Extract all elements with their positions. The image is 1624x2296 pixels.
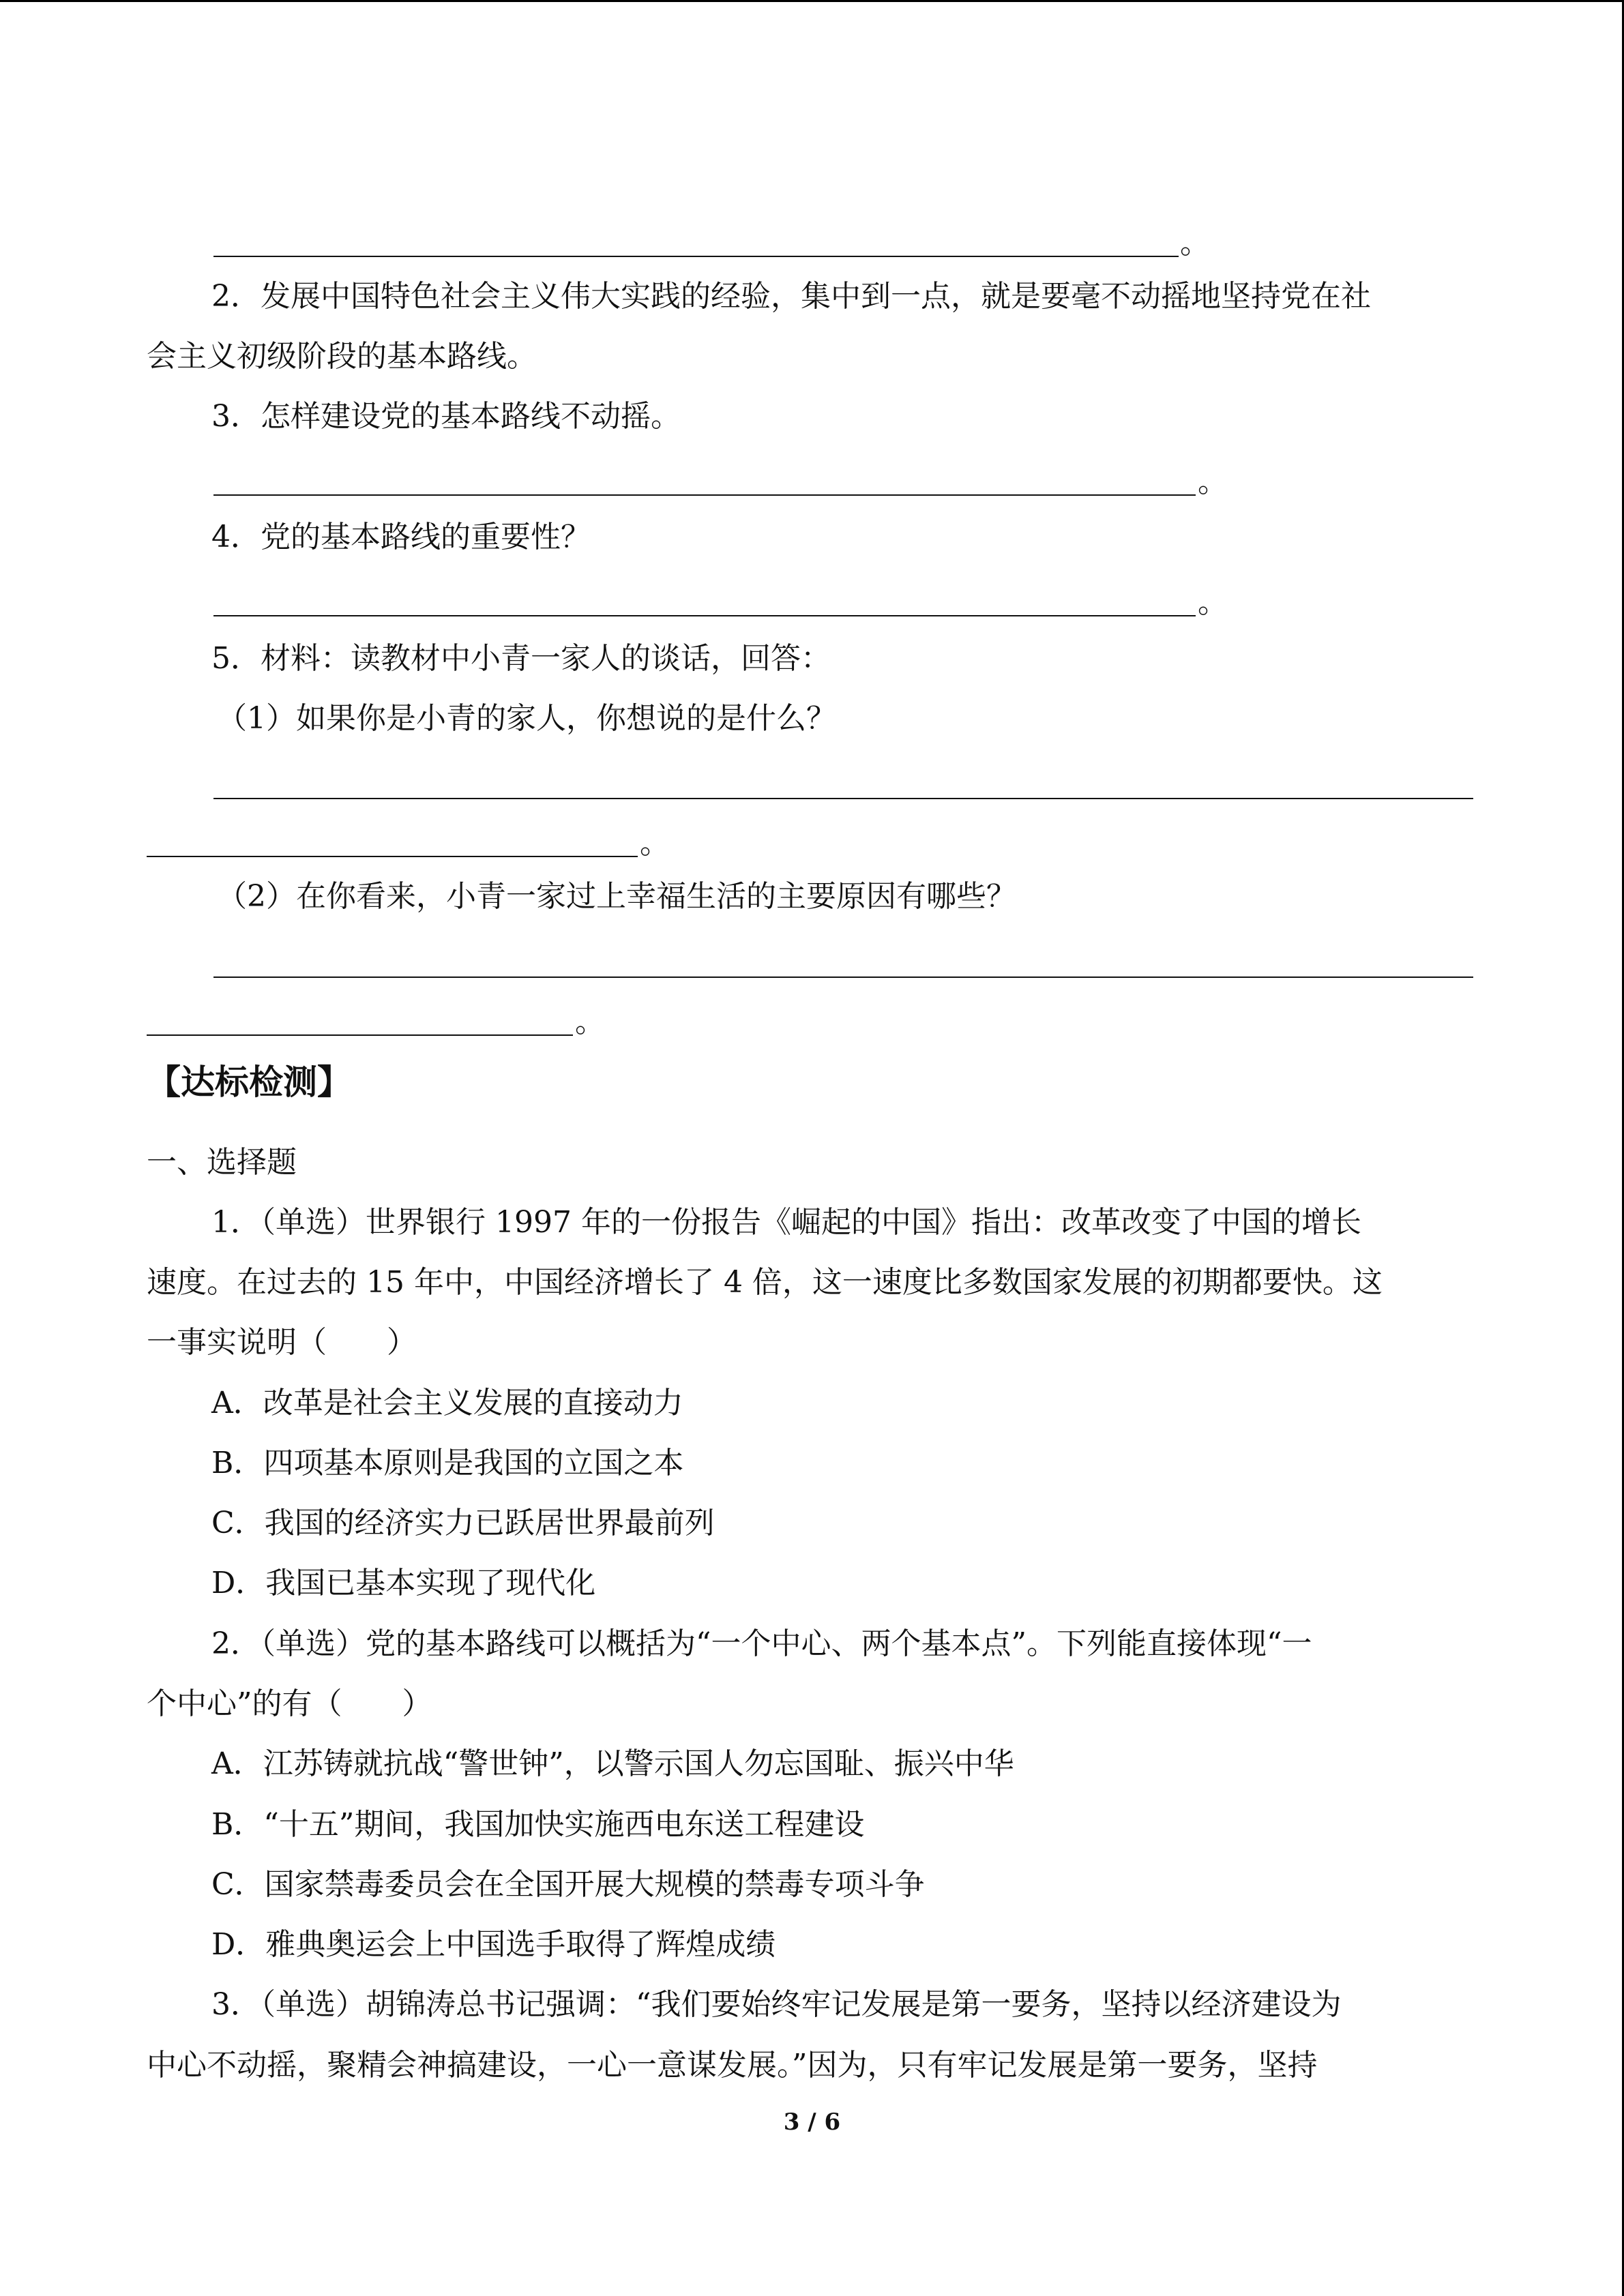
q1-option-c[interactable]: C．我国的经济实力已跃居世界最前列	[211, 1506, 715, 1540]
end-mark: 。	[640, 826, 670, 861]
end-mark: 。	[575, 1004, 605, 1039]
q1-option-d[interactable]: D．我国已基本实现了现代化	[211, 1566, 596, 1600]
intro-q2-line2: 会主义初级阶段的基本路线。	[147, 339, 537, 374]
intro-q5-1: （1）如果你是小青的家人，你想说的是什么？	[217, 701, 836, 736]
q1-line3: 一事实说明（ ）	[147, 1325, 417, 1360]
intro-q5: 5．材料：读教材中小青一家人的谈话，回答：	[211, 641, 831, 676]
q2-line2: 个中心”的有（ ）	[147, 1686, 432, 1721]
intro-q5-2: （2）在你看来，小青一家过上幸福生活的主要原因有哪些？	[217, 879, 1016, 914]
q2-line1: 2．（单选）党的基本路线可以概括为“一个中心、两个基本点”。下列能直接体现“一	[211, 1626, 1312, 1661]
answer-blank-q4[interactable]	[213, 615, 1196, 616]
answer-blank-q5-1-line1[interactable]	[213, 798, 1473, 799]
end-mark: 。	[1198, 464, 1228, 499]
answer-blank-q3[interactable]	[213, 494, 1196, 496]
q1-line1: 1．（单选）世界银行 1997 年的一份报告《崛起的中国》指出：改革改变了中国的增长	[211, 1205, 1361, 1240]
answer-blank-q5-1-line2[interactable]	[147, 856, 638, 857]
answer-blank-q5-2-line2[interactable]	[147, 1034, 573, 1036]
section-subtitle: 一、选择题	[147, 1145, 297, 1180]
q1-option-b[interactable]: B．四项基本原则是我国的立国之本	[211, 1446, 684, 1480]
end-mark: 。	[1180, 226, 1210, 260]
section-title: 【达标检测】	[147, 1062, 351, 1102]
q1-option-a[interactable]: A．改革是社会主义发展的直接动力	[211, 1386, 683, 1420]
q2-option-d[interactable]: D．雅典奥运会上中国选手取得了辉煌成绩	[211, 1927, 776, 1962]
q2-option-b[interactable]: B．“十五”期间，我国加快实施西电东送工程建设	[211, 1807, 865, 1842]
intro-q2-line1: 2．发展中国特色社会主义伟大实践的经验，集中到一点，就是要毫不动摇地坚持党在社	[211, 279, 1371, 314]
intro-q4: 4．党的基本路线的重要性？	[211, 520, 591, 554]
answer-blank-1[interactable]	[213, 256, 1179, 257]
q2-option-a[interactable]: A．江苏铸就抗战“警世钟”，以警示国人勿忘国耻、振兴中华	[211, 1746, 1014, 1781]
end-mark: 。	[1198, 585, 1228, 620]
answer-blank-q5-2-line1[interactable]	[213, 976, 1473, 978]
page-number: 3 / 6	[783, 2108, 841, 2136]
intro-q3: 3．怎样建设党的基本路线不动摇。	[211, 399, 681, 434]
q2-option-c[interactable]: C．国家禁毒委员会在全国开展大规模的禁毒专项斗争	[211, 1867, 925, 1902]
q3-line1: 3．（单选）胡锦涛总书记强调：“我们要始终牢记发展是第一要务，坚持以经济建设为	[211, 1987, 1342, 2022]
q3-line2: 中心不动摇，聚精会神搞建设，一心一意谋发展。”因为，只有牢记发展是第一要务，坚持	[147, 2048, 1318, 2083]
q1-line2: 速度。在过去的 15 年中，中国经济增长了 4 倍，这一速度比多数国家发展的初期都要快。这	[147, 1265, 1383, 1300]
